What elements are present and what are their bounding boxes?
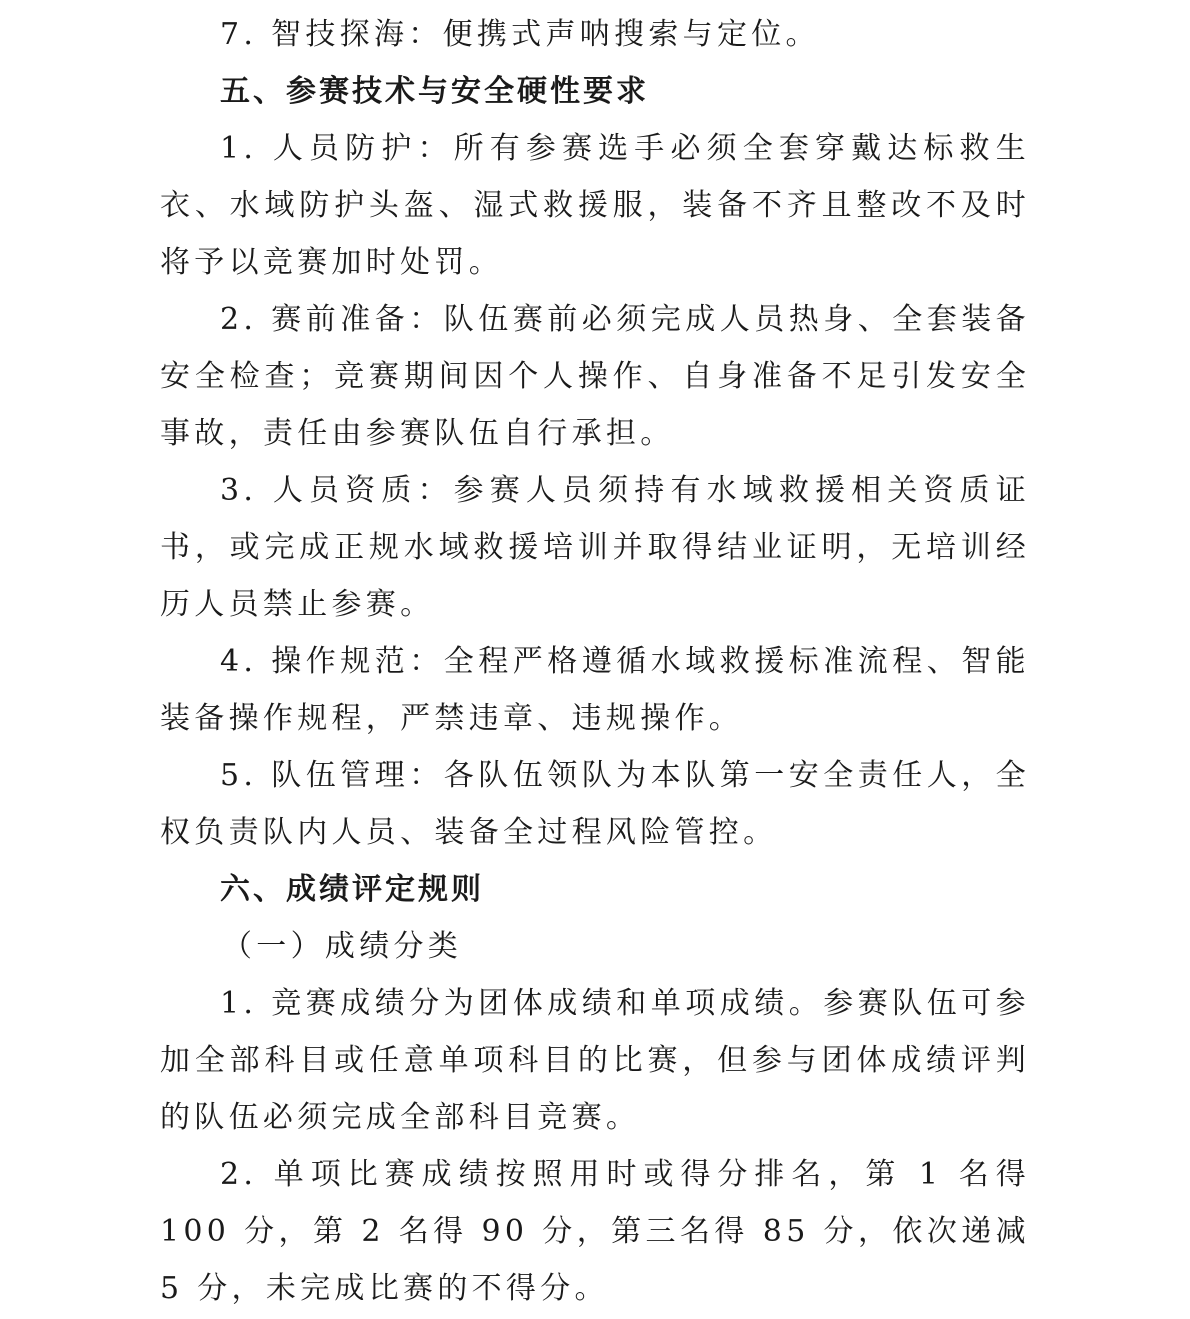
paragraph-score-types: 1. 竞赛成绩分为团体成绩和单项成绩。参赛队伍可参加全部科目或任意单项科目的比赛，但参与团体成绩评判的队伍必须完成全部科目竞赛。: [160, 986, 1030, 1135]
document-body: [160, 0, 1030, 1317]
paragraph-individual-scoring: 2. 单项比赛成绩按照用时或得分排名，第 1 名得 100 分，第 2 名得 90 分，第三名得 85 分，依次递减 5 分，未完成比赛的不得分。: [160, 1157, 1030, 1306]
subsection-score-classification-title: （一）成绩分类: [222, 929, 463, 964]
paragraph-pre-race-preparation: 2. 赛前准备：队伍赛前必须完成人员热身、全套装备安全检查；竞赛期间因个人操作、自身准备不足引发安全事故，责任由参赛队伍自行承担。: [160, 302, 1030, 451]
paragraph-personnel-protection: 1. 人员防护：所有参赛选手必须全套穿戴达标救生衣、水域防护头盔、湿式救援服，装备不齐且整改不及时将予以竞赛加时处罚。: [160, 131, 1030, 280]
paragraph-operation-standards: 4. 操作规范：全程严格遵循水域救援标准流程、智能装备操作规程，严禁违章、违规操作。: [160, 644, 1030, 736]
section-6-title: 六、成绩评定规则: [220, 872, 484, 907]
paragraph-item-7: 7. 智技探海：便携式声呐搜索与定位。: [220, 17, 820, 52]
paragraph-personnel-qualification: 3. 人员资质：参赛人员须持有水域救援相关资质证书，或完成正规水域救援培训并取得结业证明，无培训经历人员禁止参赛。: [160, 473, 1030, 622]
section-5-title: 五、参赛技术与安全硬性要求: [220, 74, 649, 109]
paragraph-team-management: 5. 队伍管理：各队伍领队为本队第一安全责任人，全权负责队内人员、装备全过程风险管控。: [160, 758, 1030, 850]
